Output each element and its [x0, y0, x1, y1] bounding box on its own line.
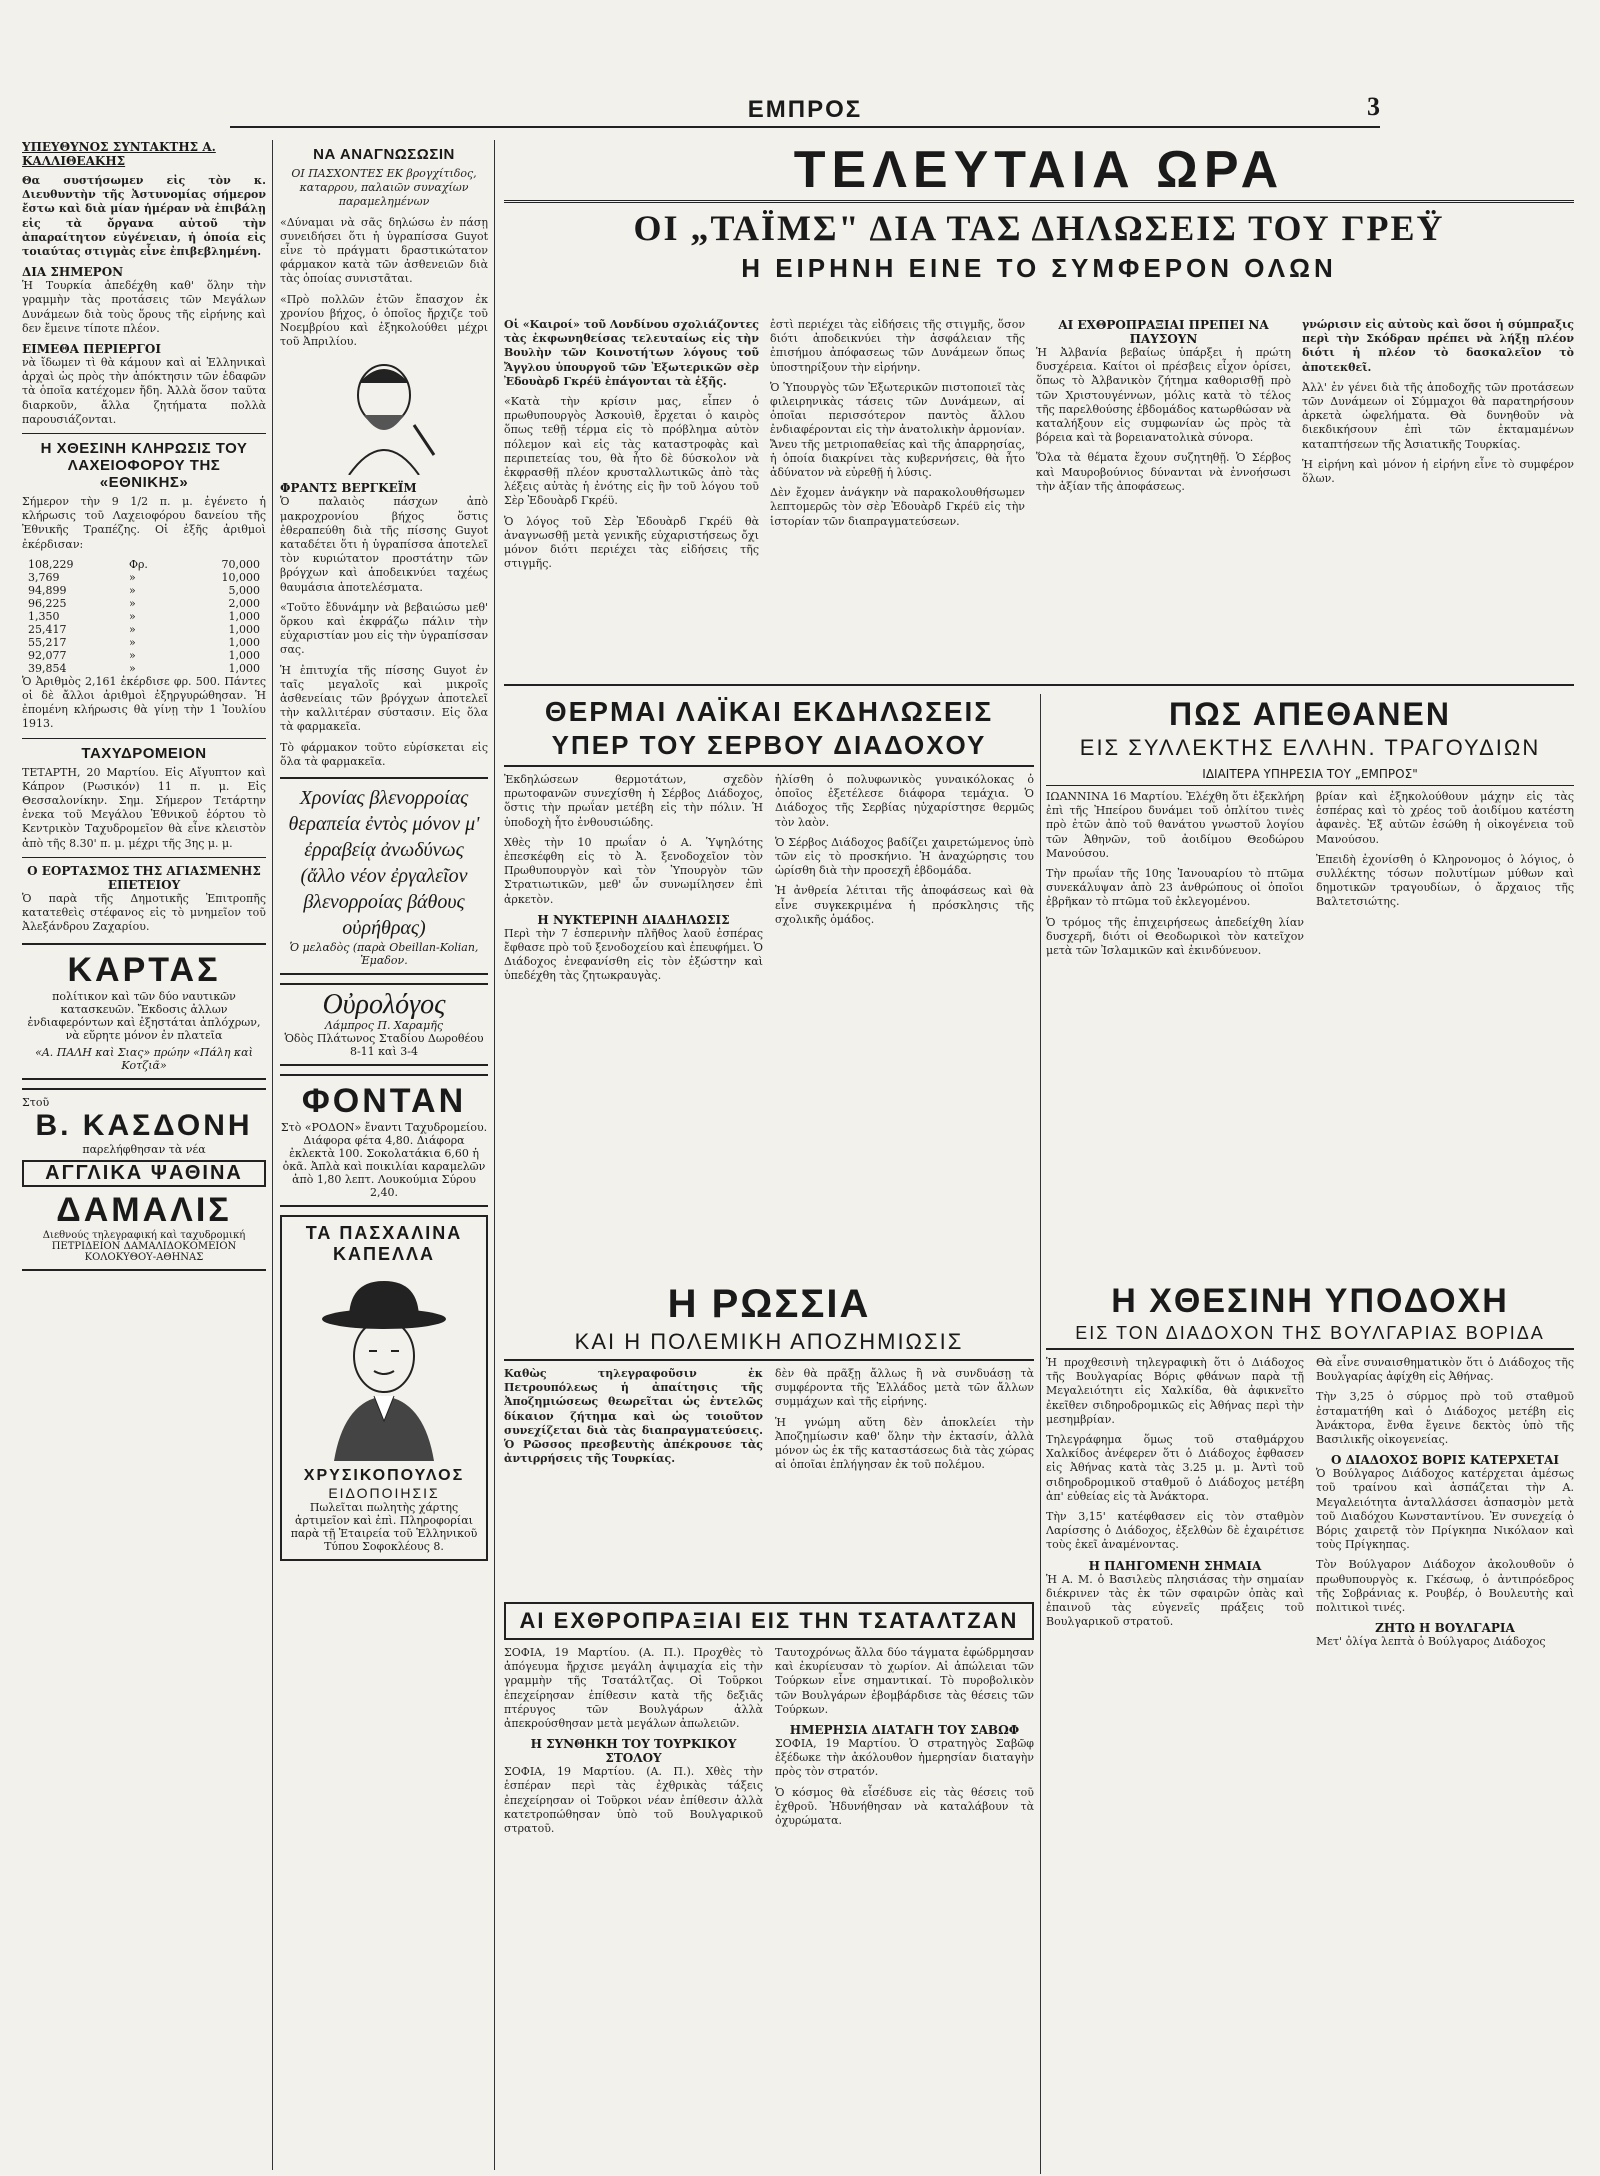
ad-script-small: Ὁδὸς Πλάτωνος Σταδίου Δωροθέου 8-11 καὶ 3-4 — [284, 1032, 484, 1059]
lottery-cell: 70,000 — [221, 557, 260, 571]
paragraph: Ἡ ἐπιτυχία τῆς πίσσης Guyot ἐν ταῖς μεγαλοῖς καὶ μικροῖς ἀσθενείαις τῶν βρόγχων ἀποτελεῖ τὴν καλλιτέραν σύστασιν. Εἰς ὅλα τὰ φαρμακεῖα. — [280, 663, 488, 734]
ypodoxi-body — [1046, 1356, 1574, 1655]
lottery-row — [22, 571, 266, 584]
column-1 — [22, 140, 266, 2170]
column-rule — [272, 140, 273, 2170]
subsection-head: Η ΣΥΝΘΗΚΗ ΤΟΥ ΤΟΥΡΚΙΚΟΥ ΣΤΟΛΟΥ — [530, 1737, 737, 1766]
subsection-head: Ο ΔΙΑΔΟΧΟΣ ΒΟΡΙΣ ΚΑΤΕΡΧΕΤΑΙ — [1330, 1453, 1560, 1468]
lottery-cell: 1,000 — [228, 661, 260, 675]
lead-subheadline: Η ΕΙΡΗΝΗ ΕΙΝΕ ΤΟ ΣΥΜΦΕΡΟΝ ΟΛΩΝ — [741, 253, 1337, 283]
pos-byline: ΙΔΙΑΙΤΕΡΑ ΥΠΗΡΕΣΙΑ ΤΟΥ „ΕΜΠΡΟΣ" — [1046, 767, 1574, 786]
lottery-cell: » — [128, 661, 136, 675]
tsataltza-col-a — [504, 1646, 763, 1842]
ad-fontan — [280, 1074, 488, 1207]
lottery-cell: 2,000 — [228, 596, 260, 610]
subsection-head: Η ΠΑΗΓΟΜΕΝΗ ΣΗΜΑΙΑ — [1088, 1558, 1262, 1573]
lottery-cell: » — [128, 570, 136, 584]
post-title: ΤΑΧΥΔΡΟΜΕΙΟΝ — [81, 744, 207, 762]
subsection-head: Η ΝΥΚΤΕΡΙΝΗ ΔΙΑΔΗΛΩΣΙΣ — [537, 912, 730, 927]
paragraph: Ὁ Σέρβος Διάδοχος βαδίζει χαιρετώμενος ὑπὸ τῶν εἰς τὸ προσκήνιο. Ἡ ἀναχώρησις του ὡρίσθη διὰ τὴν προσεχῆ ἑβδομάδα. — [775, 835, 1034, 878]
lottery-row — [22, 636, 266, 649]
tsataltza-col-b — [775, 1646, 1034, 1842]
lottery-cell: 92,077 — [28, 648, 67, 662]
paragraph: Ἡ Τουρκία ἀπεδέχθη καθ' ὅλην τὴν γραμμὴν τὰς προτάσεις τῶν Μεγάλων Δυνάμεων διὰ τοὺς ὅρους τῆς εἰρήνης καὶ δεν ἔμεινε τίποτε πλέον. — [22, 279, 266, 335]
pos-body — [1046, 790, 1574, 964]
paragraph: Τὴν πρωΐαν τῆς 10ης Ἰανουαρίου τὸ πτῶμα συνεκάλυψαν ἀπὸ 23 ἀνθρώπους οἱ ὁποῖοι ἐβρῆκαν τὸ πτῶμα τοῦ ἐκλεγομένου. — [1046, 867, 1304, 909]
paragraph: Ταυτοχρόνως ἄλλα δύο τάγματα ἐφώδρμησαν καὶ ἐκυρίευσαν τὸ χωρίον. Αἱ ἀπώλειαι τῶν Τούρκων εἶνε σημαντικαί. Τὸ πυροβολικὸν τῶν Βουλγάρων ἐβομβάρδισε τὰς θέσεις τῶν Τούρκων. — [775, 1646, 1034, 1716]
paragraph: Ὁ τρόμος τῆς ἐπιχειρήσεως ἀπεδείχθη λίαν δυσχερῆ, διότι οἱ Θεοδωρικοὶ τὸν κατεῖχον μετὰ τῶν Ἰσλαμικῶν καὶ ἐκινδύνευον. — [1046, 915, 1304, 958]
rossia-col-b — [775, 1367, 1034, 1478]
paragraph: Ἡ προχθεσινὴ τηλεγραφικὴ ὅτι ὁ Διάδοχος τῆς Βουλγαρίας Βόρις φθάνων παρὰ τῇ Μεγαλειότητι εἰς Χαλκίδα, θὰ ἀφικνεῖτο ἐκεῖθεν σιδηροδρομικῶς εἰς Ἀθήνας περὶ τὴν μεσημβρίαν. — [1046, 1356, 1304, 1426]
paragraph: Μετ' ὀλίγα λεπτὰ ὁ Βούλγαρος Διάδοχος — [1316, 1635, 1546, 1649]
paragraph: Ἡ Α. Μ. ὁ Βασιλεὺς πλησιάσας τὴν σημαίαν διέκρινεν τὰς ἐκ τῶν σφαιρῶν ὀπὰς καὶ ἐπαινοῦ τὰς εὐγενεῖς πράξεις τοῦ Βουλγαρικοῦ στρατοῦ. — [1046, 1572, 1304, 1629]
subsection-head: ΑΙ ΕΧΘΡΟΠΡΑΞΙΑΙ ΠΡΕΠΕΙ ΝΑ ΠΑΥΣΟΥΝ — [1058, 318, 1269, 346]
rossia-body — [504, 1367, 1034, 1478]
divider — [22, 738, 266, 739]
lottery-row — [22, 623, 266, 636]
paragraph: Οἱ «Καιροί» τοῦ Λονδίνου σχολιάζοντες τὰς ἐκφωνηθείσας τελευταίως εἰς τὴν Βουλὴν τῶν Κοινοτήτων λόγους τοῦ Ἄγγλου ὑπουργοῦ τῶν Ἐξωτερικῶν σὲρ Ἐδουὰρδ Γκρέϋ ἐπάγονται τὰ ἑξῆς. — [504, 318, 759, 388]
paragraph: Ἡ Ἀλβανία βεβαίως ὑπάρξει ἡ πρώτη δυσχέρεια. Καίτοι οἱ πρέσβεις εἶχον ὁρίσει, ὅπως τὸ Ἀλβανικὸν ζήτημα καθορισθῇ πρὸ τῶν Χριστουγέννων, μόλις κατὰ τὸ τέλος τῆς παρελθούσης ἑβδομάδος κατωρθώσαν νὰ καταλήξουν εἰς συμφωνίαν ὡς πρὸς τὰ βόρεια καὶ τὰ βορειανατολικὰ σύνορα. — [1036, 346, 1291, 445]
ad-mid: παρελήφθησαν τὰ νέα — [82, 1142, 206, 1156]
rossia-col-a — [504, 1367, 763, 1478]
ad-brand: ΔΑΜΑΛΙΣ — [56, 1190, 232, 1229]
lottery-outro: Ὁ Ἀριθμὸς 2,161 ἐκέρδισε φρ. 500. Πάντες οἱ δὲ ἄλλοι ἀριθμοὶ ἐξηργυρώθησαν. Ἡ ἐπομένη κλήρωσις θὰ γίνῃ τὴν 1 Ἰουλίου 1913. — [22, 674, 266, 731]
column-2 — [280, 140, 488, 2170]
ypodoxi-article — [1046, 1280, 1574, 2170]
paragraph: «Τοῦτο ἔδυνάμην νὰ βεβαιώσω μεθ' ὅρκου καὶ ἐκφράζω πάλιν τὴν εὐχαριστίαν μου εἰς τὴν ὑγραπίσσαν σας. — [280, 600, 488, 657]
paragraph: Τὴν 3,15' κατέφθασεν εἰς τὸν σταθμὸν Λαρίσσης ὁ Διάδοχος, ἐξελθὼν δὲ ἐχαιρέτισε τοὺς ἐκεῖ ἀναμένοντας. — [1046, 1510, 1304, 1552]
ad-text: πολίτικον καὶ τῶν δύο ναυτικῶν κατασκευῶν. Ἔκδοσις ἀλλων ἐνδιαφερόντων καὶ ἐξηστάται ἀπλόχρων, νὰ εὕρητε μόνον ἐν πλατεῖα — [27, 989, 261, 1042]
lottery-table — [22, 558, 266, 675]
thermai-title: ΘΕΡΜΑΙ ΛΑΪΚΑΙ ΕΚΔΗΛΩΣΕΙΣ — [544, 696, 994, 727]
lottery-cell: 94,899 — [28, 583, 67, 597]
tsataltza-title: ΑΙ ΕΧΘΡΟΠΡΑΞΙΑΙ ΕΙΣ ΤΗΝ ΤΣΑΤΑΛΤΖΑΝ — [504, 1602, 1034, 1640]
fontan-title: ΦΟΝΤΑΝ — [301, 1082, 467, 1121]
lottery-cell: 96,225 — [28, 596, 67, 610]
ad-title: ΚΑΡΤΑΣ — [67, 950, 221, 989]
page-number: 3 — [1367, 92, 1380, 121]
ad-pascha-hats — [280, 1215, 488, 1561]
lottery-intro: Σήμερον τὴν 9 1/2 π. μ. ἐγένετο ἡ κλήρωσις τοῦ Λαχειοφόρου δανείου τῆς Ἐθνικῆς Τραπέζης. Οἱ ἐξῆς ἀριθμοὶ ἐκέρδισαν: — [22, 495, 266, 551]
shop-name: ΧΡΥΣΙΚΟΠΟΥΛΟΣ — [303, 1467, 465, 1485]
guyot-heading: ΝΑ ΑΝΑΓΝΩΣΩΣΙΝ — [313, 146, 455, 163]
paragraph: νὰ ἴδωμεν τὶ θὰ κάμουν καὶ αἱ Ἑλληνικαὶ ἀρχαὶ ὡς πρὸς τὴν ἀπόκτησιν τῶν ἐδαφῶν τὰ ὁποῖα κατέχομεν ἤδη. Ἀλλὰ ὅσον ταῦτα διαρκοῦν, ἄλλα ζητήματα πολλὰ παρουσιάζονται. — [22, 356, 266, 426]
paragraph: ἐστὶ περιέχει τὰς εἰδήσεις τῆς στιγμῆς, ὅσον διότι ἀποδεικνύει τὴν ἀσφάλειαν τῆς ἐπισήμου ἀπόφασεως τῶν Δυνάμεων ὅπως ὑποστηρίξουν τὴν εἰρήνην. — [770, 318, 1025, 374]
paragraph: Ὁ Ὑπουργὸς τῶν Ἐξωτερικῶν πιστοποιεῖ τὰς φιλειρηνικὰς τάσεις τῶν Δυνάμεων, αἱ ὁποῖαι περισσότερον παντὸς ἄλλου ἐνδιαφέρονται εἰς τὴν ἀνατολικὴν ἀρμονίαν. Ἄνευ τῆς μετριοπαθείας καὶ τῆς ἀπαρρησίας, ἡ ὁποία διακρίνει τὰς κυβερνήσεις, θὰ ἦτο ἀδύνατον νὰ εὑρεθῇ ἡ λύσις. — [770, 380, 1025, 480]
paragraph: Ἡ γνώμη αὕτη δὲν ἀποκλείει τὴν Ἀποζημίωσιν καθ' ὅλην τὴν ἐκτασίν, ἀλλὰ μόνον ὡς ἐκ τῆς καταστάσεως διὰ τὰς χώρας αἱ ὁποῖαι ἐπλήγησαν ἐκ τοῦ πολέμου. — [775, 1415, 1034, 1472]
lottery-cell: 39,854 — [28, 661, 67, 675]
section-label: ΔΙΑ ΣΗΜΕΡΟΝ — [22, 265, 124, 280]
lottery-cell: 25,417 — [28, 622, 67, 636]
pos-apethanen-article — [1046, 694, 1574, 1274]
lottery-row — [22, 584, 266, 597]
ad-kasdoni — [22, 1088, 266, 1271]
main-col-3 — [504, 318, 759, 678]
ad-pre: Στοῦ — [22, 1095, 50, 1109]
ypodoxi-title: Η ΧΘΕΣΙΝΗ ΥΠΟΔΟΧΗ — [1111, 1282, 1509, 1320]
signature: ΦΡΑΝΤΣ ΒΕΡΓΚΕΪΜ — [280, 481, 417, 496]
ad-firm: «Α. ΠΑΛΗ καὶ Σιας» πρώην «Πάλη καὶ Κοτζιᾶ» — [35, 1045, 253, 1072]
paragraph: γνώρισιν εἰς αὐτοὺς καὶ ὅσοι ἡ σύμπραξις περὶ τὴν Σκόδραν πρέπει νὰ λήξῃ πλέον διότι ἡ πλέον τὸ δασκαλεῖον τὸ ἀποτεκθεῖ. — [1302, 318, 1574, 374]
paragraph: Ὁ κόσμος θὰ εἶσέδυσε εἰς τὰς θέσεις τοῦ ἐχθροῦ. Ἠδυνήθησαν νὰ καταλάβουν τὰ ὀχυρώματα. — [775, 1785, 1034, 1828]
paragraph: ἡλίσθη ὁ πολυφωνικὸς γυναικόλοκας ὁ ὁποῖος ἐξετέλεσε διάφορα τεμάχια. Ὁ Διάδοχος τῆς Σερβίας ηὐχαρίστησε θερμῶς τὸν λαὸν. — [775, 773, 1034, 829]
paragraph: Χθὲς τὴν 10 πρωΐαν ὁ Α. Ὑψηλότης ἐπεσκέφθη εἰς τὸ Ἀ. ξενοδοχεῖον τὸν Πρωθυπουργὸν καὶ τὸν Ὑπουργὸν τῶν Στρατιωτικῶν, μεθ' ὧν συνωμίλησεν ἐπὶ ἀρκετὸν. — [504, 835, 763, 906]
notice-title: Ο ΕΟΡΤΑΣΜΟΣ ΤΗΣ ΑΓΙΑΣΜΕΝΗΣ ΕΠΕΤΕΙΟΥ — [27, 863, 261, 892]
ypodoxi-col-a — [1046, 1356, 1304, 1655]
paragraph: «Πρὸ πολλῶν ἐτῶν ἔπασχον ἐκ χρονίου βήχος, ὁ ὁποῖος ἤρχιζε τοῦ Νοεμβρίου καὶ ἐξηκολούθει μέχρι τοῦ Ἀπριλίου. — [280, 292, 488, 349]
pos-subtitle: ΕΙΣ ΣΥΛΛΕΚΤΗΣ ΕΛΛΗΝ. ΤΡΑΓΟΥΔΙΩΝ — [1079, 735, 1541, 760]
ad-name: Β. ΚΑΣΔΟΝΗ — [35, 1108, 253, 1142]
tsataltza-body — [504, 1646, 1034, 1842]
man-portrait-illustration — [329, 355, 439, 475]
paragraph: Τὴν 3,25 ὁ σύρμος πρὸ τοῦ σταθμοῦ ἐσταματήθη καὶ ὁ Διάδοχος μετέβη εἰς Ἀνάκτορα, ἔνθα ἔγεινε δεκτὸς ὑπὸ τῆς Βασιλικῆς οἰκογενείας. — [1316, 1390, 1574, 1447]
lottery-cell: » — [128, 622, 136, 636]
byline: ΥΠΕΥΘΥΝΟΣ ΣΥΝΤΑΚΤΗΣ Α. ΚΑΛΛΙΘΕΑΚΗΣ — [22, 140, 216, 168]
paragraph: Ἐκδηλώσεων θερμοτάτων, σχεδὸν πρωτοφανῶν συνεχίσθη ἡ Σέρβος Διάδοχος, ὅστις τὴν πρωΐαν μετέβη εἰς τὴν πόλιν. Ἡ ὑποδοχὴ ἦτο ἐνθουσιώδης. — [504, 773, 763, 829]
ypodoxi-col-b — [1316, 1356, 1574, 1655]
lottery-cell: 1,000 — [228, 648, 260, 662]
fontan-text: Στὸ «ΡΟΔΟΝ» ἔναντι Ταχυδρομείου. Διάφορα φέτα 4,80. Διάφορα ἐκλεκτὰ 100. Σοκολατάκια 6,60 ἡ ὀκᾶ. Ἀπλὰ καὶ ποικιλίαι καραμελῶν ἀπὸ 1,80 λεπτ. Λουκούμια Σύρου 2,40. — [280, 1121, 488, 1200]
address: Τὸ φάρμακον τοῦτο εὑρίσκεται εἰς ὅλα τὰ φαρμακεῖα. — [280, 740, 488, 768]
paragraph: Τὸν Βούλγαρον Διάδοχον ἀκολουθοῦν ὁ πρωθυπουργὸς κ. Γκέσωφ, ὁ ἀντιπρόεδρος τῆς Σοβράνιας κ. Ρουβέρ, ὁ Βουλευτὴς καὶ πολιτικοὶ τινές. — [1316, 1558, 1574, 1615]
paragraph: Ὁ παλαιὸς πάσχων ἀπὸ μακροχρονίου βήχος ὅστις ἐθεραπεύθη διὰ τῆς πίσσης Guyot καταδέτει ὅτι ἡ ὑγραπίσσα ἀποτελεῖ τὸν κυριώτατον προστάτην τῶν βρόγχων καὶ ἀποδεικνύει ταχέως θαυμάσια ἀποτελέσματα. — [280, 495, 488, 594]
lottery-cell: Φρ. — [128, 557, 148, 571]
lottery-cell: 55,217 — [28, 635, 67, 649]
lottery-row — [22, 662, 266, 675]
paragraph: βρίαν καὶ ἐξηκολούθουν μάχην εἰς τὰς ἑσπέρας καὶ τὸ χρέος τοῦ ἀοιδίμου κατέστη ἀφανὲς. Ἐξ αὐτῶν ἐσώθη ἡ οἰκογένεια τοῦ Μανούσου. — [1316, 790, 1574, 846]
column-rule — [494, 140, 495, 2170]
shop-sub: ΕΙΔΟΠΟΙΗΣΙΣ — [328, 1485, 440, 1502]
lottery-cell: 1,350 — [28, 609, 60, 623]
paragraph: Ὅλα τὰ θέματα ἔχουν συζητηθῇ. Ὁ Σέρβος καὶ Μαυροβούνιος δύνανται νὰ ἐννοήσωσι τὴν ἀξίαν τῆς ἀποφάσεως. — [1036, 451, 1291, 493]
tsataltza-article — [504, 1600, 1034, 2170]
paragraph: ΙΩΑΝΝΙΝΑ 16 Μαρτίου. Ἐλέχθη ὅτι ἐξεκλήρη ἐπὶ τῆς Ἠπείρου δυνάμει τοῦ ὁπλίτου τινὲς πρὸ ἐτῶν ἀπὸ τοῦ θανάτου γνωστοῦ λογίου τῶν Ἀθηνῶν, τοῦ ἀοιδίμου Θεοδώρου Μανούσου. — [1046, 790, 1304, 860]
newspaper-title: ΕΜΠΡΟΣ — [747, 96, 863, 123]
lottery-cell: » — [128, 648, 136, 662]
subsection-head: ΗΜΕΡΗΣΙΑ ΔΙΑΤΑΓΗ ΤΟΥ ΣΑΒΩΦ — [789, 1723, 1020, 1738]
pos-col-b — [1316, 790, 1574, 964]
paragraph: Ἀλλ' ἐν γένει διὰ τῆς ἀποδοχῆς τῶν προτάσεων τῶν Δυνάμεων οἱ Σύμμαχοι θὰ παρατηρήσουν ἀρκετὰ ὠφελήματα. Θὰ δυνηθοῦν νὰ διεκδικήσουν ἐπὶ τῶν ἐκταμαμένων καταπτήσεων τῆς Ἀσιατικῆς Τουρκίας. — [1302, 380, 1574, 451]
banner-title: ΤΕΛΕΥΤΑΙΑ ΩΡΑ — [504, 140, 1574, 203]
thermai-col-b — [775, 773, 1034, 990]
paragraph: ΣΟΦΙΑ, 19 Μαρτίου. (Α. Π.). Προχθὲς τὸ ἀπόγευμα ἤρχισε μεγάλη ἀψιμαχία εἰς τὴν γραμμὴν τῆς Τσατάλτζας. Οἱ Τοῦρκοι ἐπεχείρησαν ἐπίθεσιν κατὰ τῆς δεξιᾶς πτέρυγος τῶν Βουλγάρων ἀλλὰ ἀπεκρούσθησαν μετὰ μεγάλων ἀπωλειῶν. — [504, 1646, 763, 1731]
lottery-row — [22, 558, 266, 571]
divider — [22, 433, 266, 434]
lottery-cell: 10,000 — [221, 570, 260, 584]
rossia-article — [504, 1280, 1034, 1590]
pos-col-a — [1046, 790, 1304, 964]
lottery-row — [22, 610, 266, 623]
thermai-body — [504, 773, 1034, 990]
ad-product: ΑΓΓΛΙΚΑ ΨΑΘΙΝΑ — [22, 1160, 266, 1187]
subsection-head: ΖΗΤΩ Η ΒΟΥΛΓΑΡΙΑ — [1375, 1621, 1515, 1636]
thermai-subtitle: ΥΠΕΡ ΤΟΥ ΣΕΡΒΟΥ ΔΙΑΔΟΧΟΥ — [504, 730, 1034, 767]
ad-blennorrhea — [280, 777, 488, 975]
lottery-cell: 108,229 — [28, 557, 74, 571]
paragraph: Ὁ Βούλγαρος Διάδοχος κατέρχεται ἀμέσως τοῦ τραίνου καὶ ἀσπάζεται τὴν Α. Μεγαλειότητα ἀνταλλάσσει ἀσπασμὸν μετὰ τοῦ Διαδόχου Κωνσταντίνου. Ἐν συνεχείᾳ ὁ Βόρις χαιρετᾷ τὸν Πρίγκηπα Νικόλαον καὶ τοὺς Πρίγκηπας. — [1316, 1467, 1574, 1552]
rossia-title: Η ΡΩΣΣΙΑ — [667, 1282, 871, 1326]
thermai-col-a — [504, 773, 763, 990]
lottery-cell: 5,000 — [228, 583, 260, 597]
shop-text: Πωλεῖται πωλητὴς χάρτης ἀρτιμεῖον καὶ ἐπὶ. Πληροφορίαι παρὰ τῇ Ἑταιρεία τοῦ Ἑλληνικοῦ Τύπου Σοφοκλέους 8. — [290, 1501, 478, 1554]
main-col-6 — [1302, 318, 1574, 678]
lottery-cell: » — [128, 609, 136, 623]
paragraph: Ἐπειδὴ ἐχονίσθη ὁ Κληρονομος ὁ λόγιος, ὁ συλλέκτης τόσων πολυτίμων μύθων καὶ δημοτικῶν τραγουδίων, ὁ ἄρχαιος τῆς Βαλτετσιώτης. — [1316, 852, 1574, 909]
post-text: ΤΕΤΑΡΤΗ, 20 Μαρτίου. Εἰς Αἴγυπτον καὶ Κάπρον (Ρωσικόν) 11 π. μ. Εἰς Θεσσαλονίκην. Σημ. Σήμερον Τετάρτην ἐνεκα τοῦ Μεγάλου Ἐθνικοῦ ἑόρτου τὸ Κεντρικὸν Ταχυδρομεῖον θὰ εἶνε κλειστὸν ἀπὸ τῆς 8.30' π. μ. μέχρι τῆς 3ης μ. μ. — [22, 765, 266, 850]
ad-script-name: Λάμπρος Π. Χαραμῆς — [324, 1019, 444, 1033]
paragraph: Περὶ τὴν 7 ἑσπερινὴν πλῆθος λαοῦ ἐσπέρας ἔφθασε πρὸ τοῦ ξενοδοχείου καὶ ἐπευφήμει. Ὁ Διάδοχος ἐνεφανίσθη εἰς τὸν ἐξώστην καὶ ὑπεδέχθη τὰς ζητωκραυγὰς. — [504, 926, 763, 983]
paragraph: «Κατὰ τὴν κρίσιν μας, εἶπεν ὁ πρωθυπουργὸς Ἀσκουὶθ, ἔρχεται ὁ καιρὸς ὅπως τεθῇ τέρμα εἰς τὸ πρόβλημα αὐτὸν πόλεμον καὶ εἰς τὰς καταστροφὰς καὶ περιπετείας του, θὰ ἦτο δὲ δύσκολον νὰ ἐκφρασθῇ πλέον κρυσταλλωτικῶς ἀπὸ τὰς λέξεις αὐτὰς ἡ ἐνότης εἰς ἣν τοῦ λόγου τοῦ Σὲρ Ἐδουὰρδ Γκρέϋ. — [504, 395, 759, 508]
intro-paragraph: Θα συστήσωμεν εἰς τὸν κ. Διευθυντὴν τῆς Ἀστυνομίας σήμερον ἔστω καὶ διὰ μίαν ἡμέραν νὰ ἐπιβάλῃ εἰς τὰ ὄργανα αὐτοῦ τὴν ἀπαραίτητον εὐγένειαν, ἡ ὁποία εἰς τοιαύτας στιγμὰς εἶνε ἐπιβεβλημένη. — [22, 174, 266, 259]
lottery-cell: » — [128, 583, 136, 597]
ad-small: Διεθνούς τηλεγραφική καὶ ταχυδρομική ΠΕΤΡΙΔΕΙΟΝ ΔΑΜΑΛΙΔΟΚΟΜΕΙΟΝ ΚΟΛΟΚΥΘΟΥ-ΑΘΗΝΑΣ — [42, 1229, 246, 1263]
lottery-cell: 1,000 — [228, 609, 260, 623]
paragraph: Ὁ λόγος τοῦ Σὲρ Ἐδουὰρδ Γκρέϋ θὰ ἀναγνωσθῇ μετὰ γενικῆς εὐχαριστήσεως ὄχι μόνον διότι περιέχει τὰς εἰδήσεις τῆς στιγμῆς. — [504, 514, 759, 571]
paragraph: ΣΟΦΙΑ, 19 Μαρτίου. Ὁ στρατηγὸς Σαβῶφ ἐξέδωκε τὴν ἀκόλουθον ἡμερησίαν διαταγὴν πρὸς τὸν στρατόν. — [775, 1737, 1034, 1779]
paragraph: δὲν θὰ πρᾶξῃ ἄλλως ἢ νὰ συνδυάσῃ τὰ συμφέροντα τῆς Ἑλλάδος μετὰ τῶν ἄλλων συμμάχων καὶ τῆς εἰρήνης. — [775, 1367, 1034, 1409]
paragraph: Ἡ εἰρήνη καὶ μόνον ἡ εἰρήνη εἶνε τὸ συμφέρον ὅλων. — [1302, 457, 1574, 486]
paragraph: Ἡ ἀνθρεία λέτιται τῆς ἀποφάσεως καὶ θὰ εἶνε συγκεκριμένα ἡ πρόσκλησις τῆς σχολικῆς ὁμάδος. — [775, 884, 1034, 926]
lottery-title: Η ΧΘΕΣΙΝΗ ΚΛΗΡΩΣΙΣ ΤΟΥ ΛΑΧΕΙΟΦΟΡΟΥ ΤΗΣ «ΕΘΝΙΚΗΣ» — [40, 440, 248, 492]
paragraph: Θὰ εἶνε συναισθηματικὸν ὅτι ὁ Διάδοχος τῆς Βουλγαρίας ἀφίχθη εἰς Ἀθήνας. — [1316, 1356, 1574, 1384]
ad-urologist — [280, 983, 488, 1066]
pascha-title: ΤΑ ΠΑΣΧΑΛΙΝΑ ΚΑΠΕΛΛΑ — [305, 1223, 463, 1265]
ad-script-title: Οὐρολόγος — [322, 989, 446, 1021]
divider — [22, 857, 266, 858]
paragraph: «Δύναμαι νὰ σᾶς δηλώσω ἐν πάσῃ συνειδήσει ὅτι ἡ ὑγραπίσσα Guyot εἶνε τὸ πράγματι δραστικώτατον φάρμακον κατὰ τῶν ἀσθενειῶν διὰ τὰς ὁποίας συνιστᾶται. — [280, 215, 488, 286]
masthead — [230, 92, 1380, 128]
paragraph: ΣΟΦΙΑ, 19 Μαρτίου. (Α. Π.). Χθὲς τὴν ἑσπέραν περὶ τὰς ἐχθρικὰς τάξεις ἐπεχείρησαν οἱ Τοῦρκοι νέαν ἐπίθεσιν ἀλλὰ κατετροπώθησαν ὑπὸ τοῦ Βουλγαρικοῦ στρατοῦ. — [504, 1765, 763, 1836]
lottery-row — [22, 649, 266, 662]
rossia-subtitle: ΚΑΙ Η ΠΟΛΕΜΙΚΗ ΑΠΟΖΗΜΙΩΣΙΣ — [504, 1329, 1034, 1361]
main-col-4 — [770, 318, 1025, 678]
pos-title: ΠΩΣ ΑΠΕΘΑΝΕΝ — [1169, 696, 1451, 732]
lottery-cell: 3,769 — [28, 570, 60, 584]
ad-script: Χρονίας βλενορροίας θεραπεία ἐντὸς μόνον μ' ἐρραβείᾳ ἀνωδύνως (ἄλλο νέον ἐργαλεῖον βλενορροίας βάθους οὐρήθρας) — [288, 787, 480, 940]
lottery-cell: » — [128, 596, 136, 610]
lottery-cell: 1,000 — [228, 622, 260, 636]
lottery-cell: » — [128, 635, 136, 649]
lottery-row — [22, 597, 266, 610]
hat-man-illustration — [309, 1271, 459, 1461]
lottery-cell: 1,000 — [228, 635, 260, 649]
ypodoxi-subtitle: ΕΙΣ ΤΟΝ ΔΙΑΔΟΧΟΝ ΤΗΣ ΒΟΥΛΓΑΡΙΑΣ ΒΟΡΙΔΑ — [1046, 1323, 1574, 1350]
notice-text: Ὁ παρὰ τῆς Δημοτικῆς Ἐπιτροπῆς κατατεθεὶς στέφανος εἰς τὸ μνημεῖον τοῦ Ἀλεξάνδρου Ζαχαρίου. — [22, 891, 266, 934]
thermai-article — [504, 694, 1034, 1274]
main-header — [504, 140, 1574, 288]
main-col-5 — [1036, 318, 1291, 678]
paragraph: Καθὼς τηλεγραφοῦσιν ἐκ Πετρουπόλεως ἡ ἀπαίτησις τῆς Ἀποζημιώσεως θεωρεῖται ὡς ἐντελῶς δίκαιον ζήτημα καὶ ὡς τοιοῦτον συνεχίζεται διὰ τὰς διαπραγματεύσεις. Ὁ Ρῶσσος πρεσβευτὴς ἀπέκρουσε τὰς ἀντιρρήσεις τῆς Τουρκίας. — [504, 1367, 763, 1466]
paragraph: Τηλεγράφημα ὅμως τοῦ σταθμάρχου Χαλκίδος ἀνέφερεν ὅτι ὁ Διάδοχος ἐφθασεν εἰς Ἀθήνας κατὰ τὰς 3.25 μ. μ. Ἀντὶ τοῦ σιδηροδρομικοῦ σταθμοῦ ὁ Διάδοχος μετέβη ἀπ' εὐθείας εἰς τὰ Ἀνάκτορα. — [1046, 1433, 1304, 1503]
ad-script-small: Ὁ μελαδὸς (παρὰ Obeillan-Kolian, Ἐμαδον. — [289, 941, 479, 968]
section-label: ΕΙΜΕΘΑ ΠΕΡΙΕΡΓΟΙ — [22, 342, 162, 357]
paragraph: Δὲν ἔχομεν ἀνάγκην νὰ παρακολουθήσωμεν λεπτομερῶς τὸν σὲρ Ἐδουὰρδ Γκρέϋ εἰς τὴν ἱστορίαν τῶν διαπραγματεύσεων. — [770, 486, 1025, 528]
column-rule — [1040, 694, 1041, 2174]
lead-headline: ΟΙ „ΤΑΪΜΣ" ΔΙΑ ΤΑΣ ΔΗΛΩΣΕΙΣ ΤΟΥ ΓΡΕΫ — [633, 208, 1445, 248]
guyot-subheading: ΟΙ ΠΑΣΧΟΝΤΕΣ ΕΚ βρογχίτιδος, καταρρου, παλαιῶν συναχίων παραμελημένων — [291, 167, 477, 209]
ad-kartas — [22, 943, 266, 1080]
section-divider — [504, 684, 1574, 686]
